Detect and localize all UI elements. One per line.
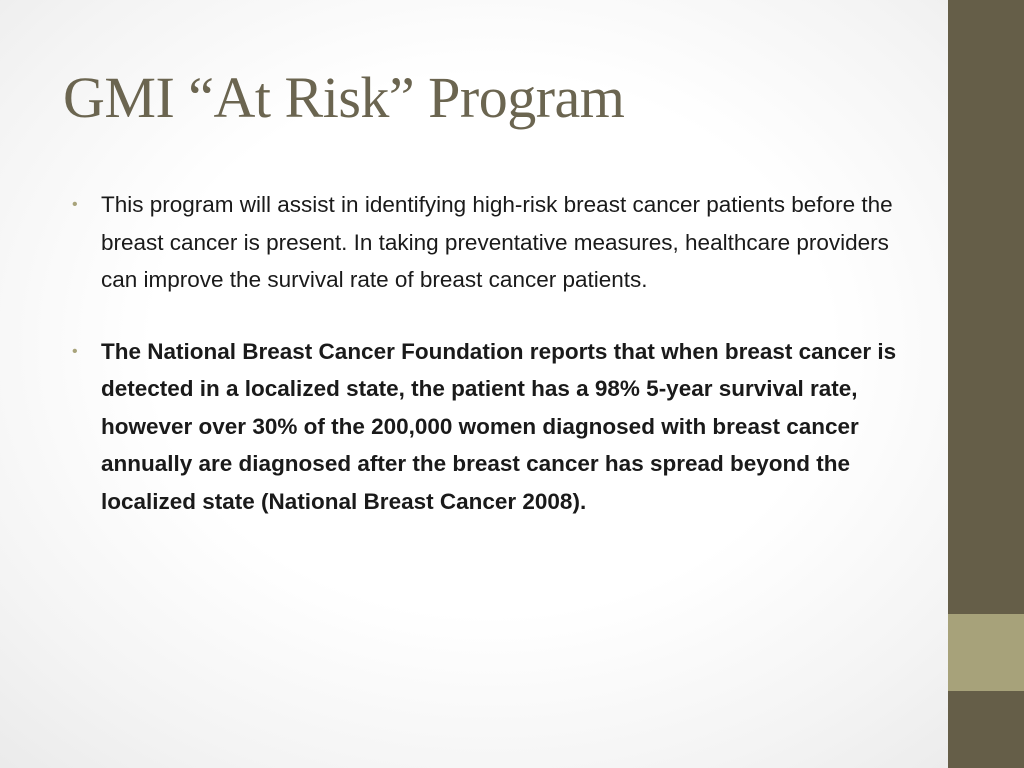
bullet-item-program [72, 186, 902, 299]
bullet-text-statistics: The National Breast Cancer Foundation reports that when breast cancer is detected in a localized state, the patient has a 98% 5-year survival rate, however over 30% of the 200,000 women diagnosed with breast cancer annually are diagnosed after the breast cancer has spread beyond the localized state (National Breast Cancer 2008). [101, 338, 897, 514]
bullet-text-program: This program will assist in identifying high-risk breast cancer patients before the breast cancer is present. In taking preventative measures, healthcare providers can improve the survival rate of breast cancer patients. [101, 192, 893, 292]
bullet-dot-icon: • [72, 342, 78, 360]
bullet-list [72, 186, 902, 520]
bullet-item-statistics [72, 333, 902, 521]
sidebar-accent-block [948, 614, 1024, 691]
slide-title: GMI “At Risk” Program [63, 65, 625, 130]
bullet-dot-icon: • [72, 196, 78, 213]
